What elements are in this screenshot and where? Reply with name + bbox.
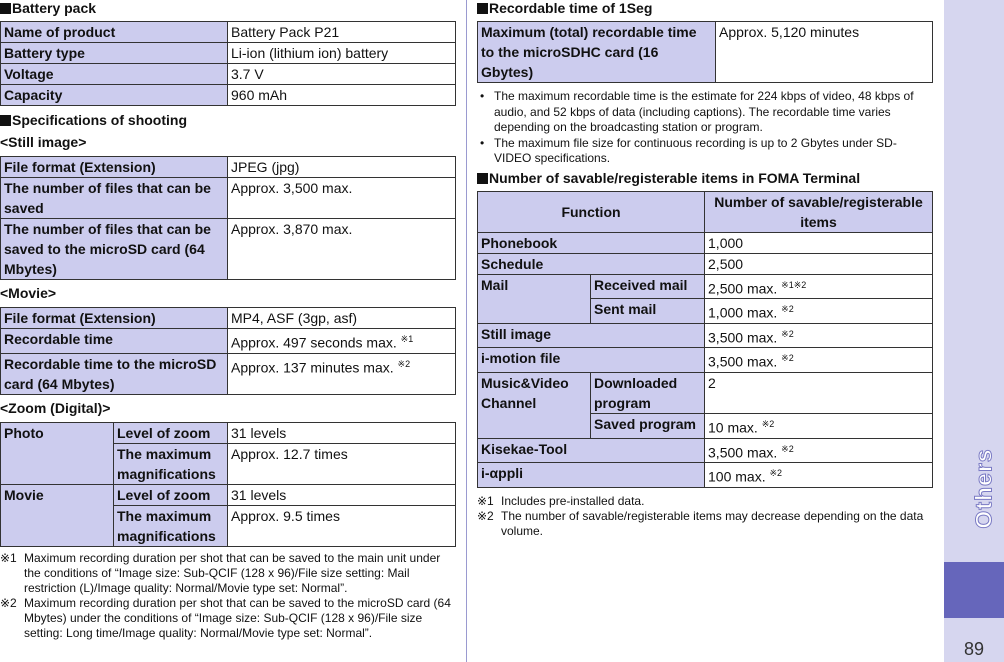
table-row: Battery type Li-ion (lithium ion) battery [1, 43, 456, 64]
savable-table [477, 191, 933, 489]
table-row: The maximum magnifications Approx. 9.5 times [1, 505, 456, 546]
section-tab [944, 562, 1004, 618]
table-row: Kisekae-Tool 3,500 max. $^{※2}$ [478, 438, 933, 463]
table-row: Sent mail 1,000 max. $^{※2}$ [478, 299, 933, 324]
bullet-item: • The maximum recordable time is the estimate for 224 kbps of video, 48 kbps of audio, and 52 kbps of data (including captions). The recordable time varies depending on the broadcasting station or program. [480, 89, 914, 134]
left-column [0, 0, 456, 641]
footnote: ※1 Maximum recording duration per shot that can be saved to the main unit under the conditions of “Image size: Sub-QCIF (128 x 96)/File size setting: Mail restriction (L)/Image quality: Normal/Movie type set: Normal”. [0, 550, 441, 595]
savable-notes [477, 494, 933, 539]
savable-heading: Number of savable/registerable items in FOMA Terminal [477, 170, 933, 187]
table-row: Name of product Battery Pack P21 [1, 22, 456, 43]
note-ref: ※2 [781, 328, 794, 339]
footnote: ※2 The number of savable/registerable items may decrease depending on the data volume. [477, 509, 924, 539]
table-row: Mail Received mail 2,500 max. $^{※1※2}$ [478, 274, 933, 299]
note-ref: ※2 [781, 443, 794, 454]
oneseg-bullets [477, 89, 933, 167]
shooting-notes [0, 551, 456, 641]
battery-heading: Battery pack [0, 0, 456, 17]
table-row: Maximum (total) recordable time to the microSDHC card (16 Gbytes) Approx. 5,120 minutes [478, 22, 933, 83]
table-row: Movie Level of zoom 31 levels [1, 484, 456, 505]
table-row: Photo Level of zoom 31 levels [1, 422, 456, 443]
table-header-row: Function Number of savable/registerable items [478, 191, 933, 232]
page-number: 89 [963, 639, 985, 659]
note-ref: ※2 [781, 304, 794, 315]
zoom-label: <Zoom (Digital)> [0, 399, 111, 416]
table-row: Recordable time to the microSD card (64 Mbytes) Approx. 137 minutes max. $^{※2}$ [1, 353, 456, 394]
footnote: ※2 Maximum recording duration per shot that can be saved to the microSD card (64 Mbytes) under the conditions of “Image size: Sub-QCIF (128 x 96)/File size setting: Long time/Image quality: Normal/Movie type set: Normal”. [0, 595, 451, 640]
note-ref: ※2 [781, 353, 794, 364]
table-row: File format (Extension) MP4, ASF (3gp, asf) [1, 308, 456, 329]
zoom-table [0, 422, 456, 547]
still-image-label: <Still image> [0, 134, 87, 150]
note-ref: ※2 [397, 358, 411, 369]
table-row: Saved program 10 max. $^{※2}$ [478, 414, 933, 439]
column-divider [466, 0, 467, 662]
table-row: Phonebook 1,000 [478, 232, 933, 253]
oneseg-heading: Recordable time of 1Seg [477, 0, 933, 17]
square-bullet-icon [477, 3, 488, 14]
note-ref: ※1 [400, 334, 414, 344]
table-row: Recordable time Approx. 497 seconds max. $^{※1}$ [1, 329, 456, 354]
table-row: The maximum magnifications Approx. 12.7 times [1, 443, 456, 484]
shooting-heading: Specifications of shooting [0, 112, 456, 129]
footnote: ※1 Includes pre-installed data. [477, 494, 645, 509]
note-ref: ※2 [761, 419, 775, 430]
square-bullet-icon [0, 3, 11, 14]
square-bullet-icon [0, 115, 11, 126]
still-image-table [0, 156, 456, 280]
table-row: Still image 3,500 max. $^{※2}$ [478, 323, 933, 348]
movie-label: <Movie> [0, 285, 57, 301]
table-row: Schedule 2,500 [478, 253, 933, 274]
table-row: Music&Video Channel Downloaded program 2 [478, 373, 933, 414]
note-ref: ※1※2 [781, 279, 807, 290]
table-row: The number of files that can be saved Approx. 3,500 max. [1, 178, 456, 219]
battery-table [0, 21, 456, 106]
table-row: i-motion file 3,500 max. $^{※2}$ [478, 348, 933, 373]
note-ref: ※2 [769, 468, 783, 479]
section-label: Others [970, 448, 997, 529]
square-bullet-icon [477, 173, 488, 184]
table-row: Capacity 960 mAh [1, 85, 456, 106]
right-column [477, 0, 933, 539]
table-row: The number of files that can be saved to the microSD card (64 Mbytes) Approx. 3,870 max. [1, 219, 456, 280]
table-row: Voltage 3.7 V [1, 64, 456, 85]
table-row: i-αppli 100 max. $^{※2}$ [478, 463, 933, 488]
oneseg-table [477, 21, 933, 83]
movie-table [0, 307, 456, 395]
bullet-item: • The maximum file size for continuous recording is up to 2 Gbytes under SD-VIDEO specifications. [480, 135, 897, 165]
table-row: File format (Extension) JPEG (jpg) [1, 157, 456, 178]
